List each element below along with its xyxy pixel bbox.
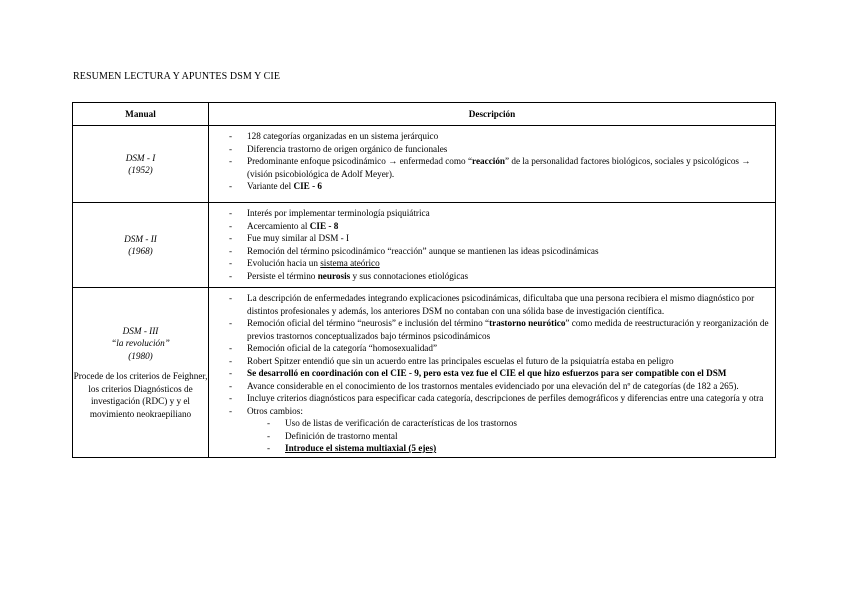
description-cell	[209, 203, 776, 288]
list-item	[227, 317, 769, 342]
text-run: y sus connotaciones etiológicas	[350, 270, 469, 281]
text-run: Definición de trastorno mental	[285, 430, 398, 441]
text-run: 128 categorías organizadas en un sistema jerárquico	[247, 131, 439, 141]
list-item	[227, 155, 769, 180]
manual-cell	[73, 126, 209, 203]
manual-name: DSM - II	[124, 233, 157, 244]
list-item	[227, 130, 769, 143]
text-run: Otros cambios:	[247, 405, 303, 416]
description-list	[227, 207, 769, 282]
list-item	[227, 220, 769, 233]
description-list	[227, 292, 769, 455]
text-run: neurosis	[317, 270, 351, 281]
text-run: reacción	[472, 156, 506, 166]
manual-subtitle: “la revolución”	[111, 338, 170, 348]
text-run: Acercamiento al	[247, 220, 310, 231]
table-row-dsm-iii	[73, 288, 776, 458]
manual-name: DSM - I	[125, 152, 156, 163]
text-run: Robert Spitzer entendió que sin un acuerdo entre las principales escuelas el futuro de la psiquiatría estaba en peligro	[247, 355, 674, 366]
text-run: Avance considerable en el conocimiento de los trastornos mentales evidenciado por una elevación del nº de categorías (de 182 a 265).	[247, 380, 739, 391]
list-item	[227, 405, 769, 455]
text-run: Introduce el sistema multiaxial (5 ejes)	[285, 443, 437, 453]
manual-name: DSM - III	[122, 325, 159, 336]
text-run: Evolución hacia un	[247, 258, 321, 268]
text-run: sistema ateórico	[320, 258, 380, 268]
text-run: Uso de listas de verificación de características de los trastornos	[285, 418, 517, 428]
manual-year: (1980)	[128, 350, 153, 361]
document-title: RESUMEN LECTURA Y APUNTES DSM Y CIE	[73, 71, 281, 82]
list-item	[265, 417, 769, 430]
text-run: Persiste el término	[247, 270, 318, 281]
text-run: Interés por implementar terminología psiquiátrica	[247, 208, 430, 218]
list-item	[227, 207, 769, 220]
list-item	[227, 392, 769, 405]
list-item	[227, 292, 769, 317]
list-item	[227, 355, 769, 368]
description-cell	[209, 126, 776, 203]
list-item	[227, 232, 769, 245]
text-run: CIE - 8	[309, 220, 339, 231]
manual-year: (1968)	[128, 246, 153, 256]
description-cell	[209, 288, 776, 458]
text-run: Predominante enfoque psicodinámico → enfermedad como “	[247, 156, 473, 166]
sub-list	[247, 417, 769, 455]
table-row-dsm-ii	[73, 203, 776, 288]
list-item	[227, 143, 769, 156]
table-header-row	[73, 103, 776, 126]
list-item	[265, 442, 769, 455]
table-row-dsm-i	[73, 126, 776, 203]
text-run: Fue muy similar al DSM - I	[247, 233, 350, 243]
list-item	[227, 380, 769, 393]
manual-note: Procede de los criterios de Feighner, los criterios Diagnósticos de investigación (RDC) y y el movimiento neokraepiliano	[73, 371, 208, 419]
header-description: Descripción	[209, 103, 776, 126]
list-item	[227, 257, 769, 270]
text-run: ” de la personalidad factores biológicos, sociales y psicológicos → (visión psicobiológica de Adolf Meyer).	[247, 156, 751, 179]
list-item	[227, 270, 769, 283]
text-run: trastorno neurótico	[489, 318, 566, 328]
description-list	[227, 130, 769, 193]
list-item	[227, 367, 769, 380]
list-item	[227, 342, 769, 355]
text-run: Diferencia trastorno de origen orgánico de funcionales	[247, 143, 448, 154]
text-run: La descripción de enfermedades integrando explicaciones psicodinámicas, dificultaba que una persona recibiera el mismo diagnóstico por distintos profesionales y además, los anteriores DSM no contaban con una sólida base de investigación científica.	[247, 293, 755, 316]
header-manual: Manual	[73, 103, 209, 126]
text-run: Se desarrolló en coordinación con el CIE - 9, pero esta vez fue el CIE el que hizo esfuerzos para ser compatible con el DSM	[247, 368, 727, 378]
list-item	[227, 180, 769, 193]
manual-cell	[73, 203, 209, 288]
text-run: Remoción oficial de la categoría “homosexualidad”	[247, 343, 438, 353]
list-item	[265, 430, 769, 443]
list-item	[227, 245, 769, 258]
text-run: CIE - 6	[293, 181, 323, 191]
text-run: Incluye criterios diagnósticos para especificar cada categoría, descripciones de perfiles demográficos y diferencias entre una categoría y otra	[247, 393, 764, 403]
text-run: Variante del	[247, 181, 294, 191]
dsm-summary-table	[72, 102, 776, 458]
text-run: Remoción oficial del término “neurosis” e inclusión del término “	[247, 318, 490, 328]
text-run: Remoción del término psicodinámico “reacción” aunque se mantienen las ideas psicodinámicas	[247, 245, 599, 256]
text-run: ” como medida de reestructuración y reorganización de previos trastornos conceptualizados bajo términos psicodinámicos	[247, 318, 769, 341]
manual-cell	[73, 288, 209, 458]
manual-year: (1952)	[128, 165, 153, 175]
